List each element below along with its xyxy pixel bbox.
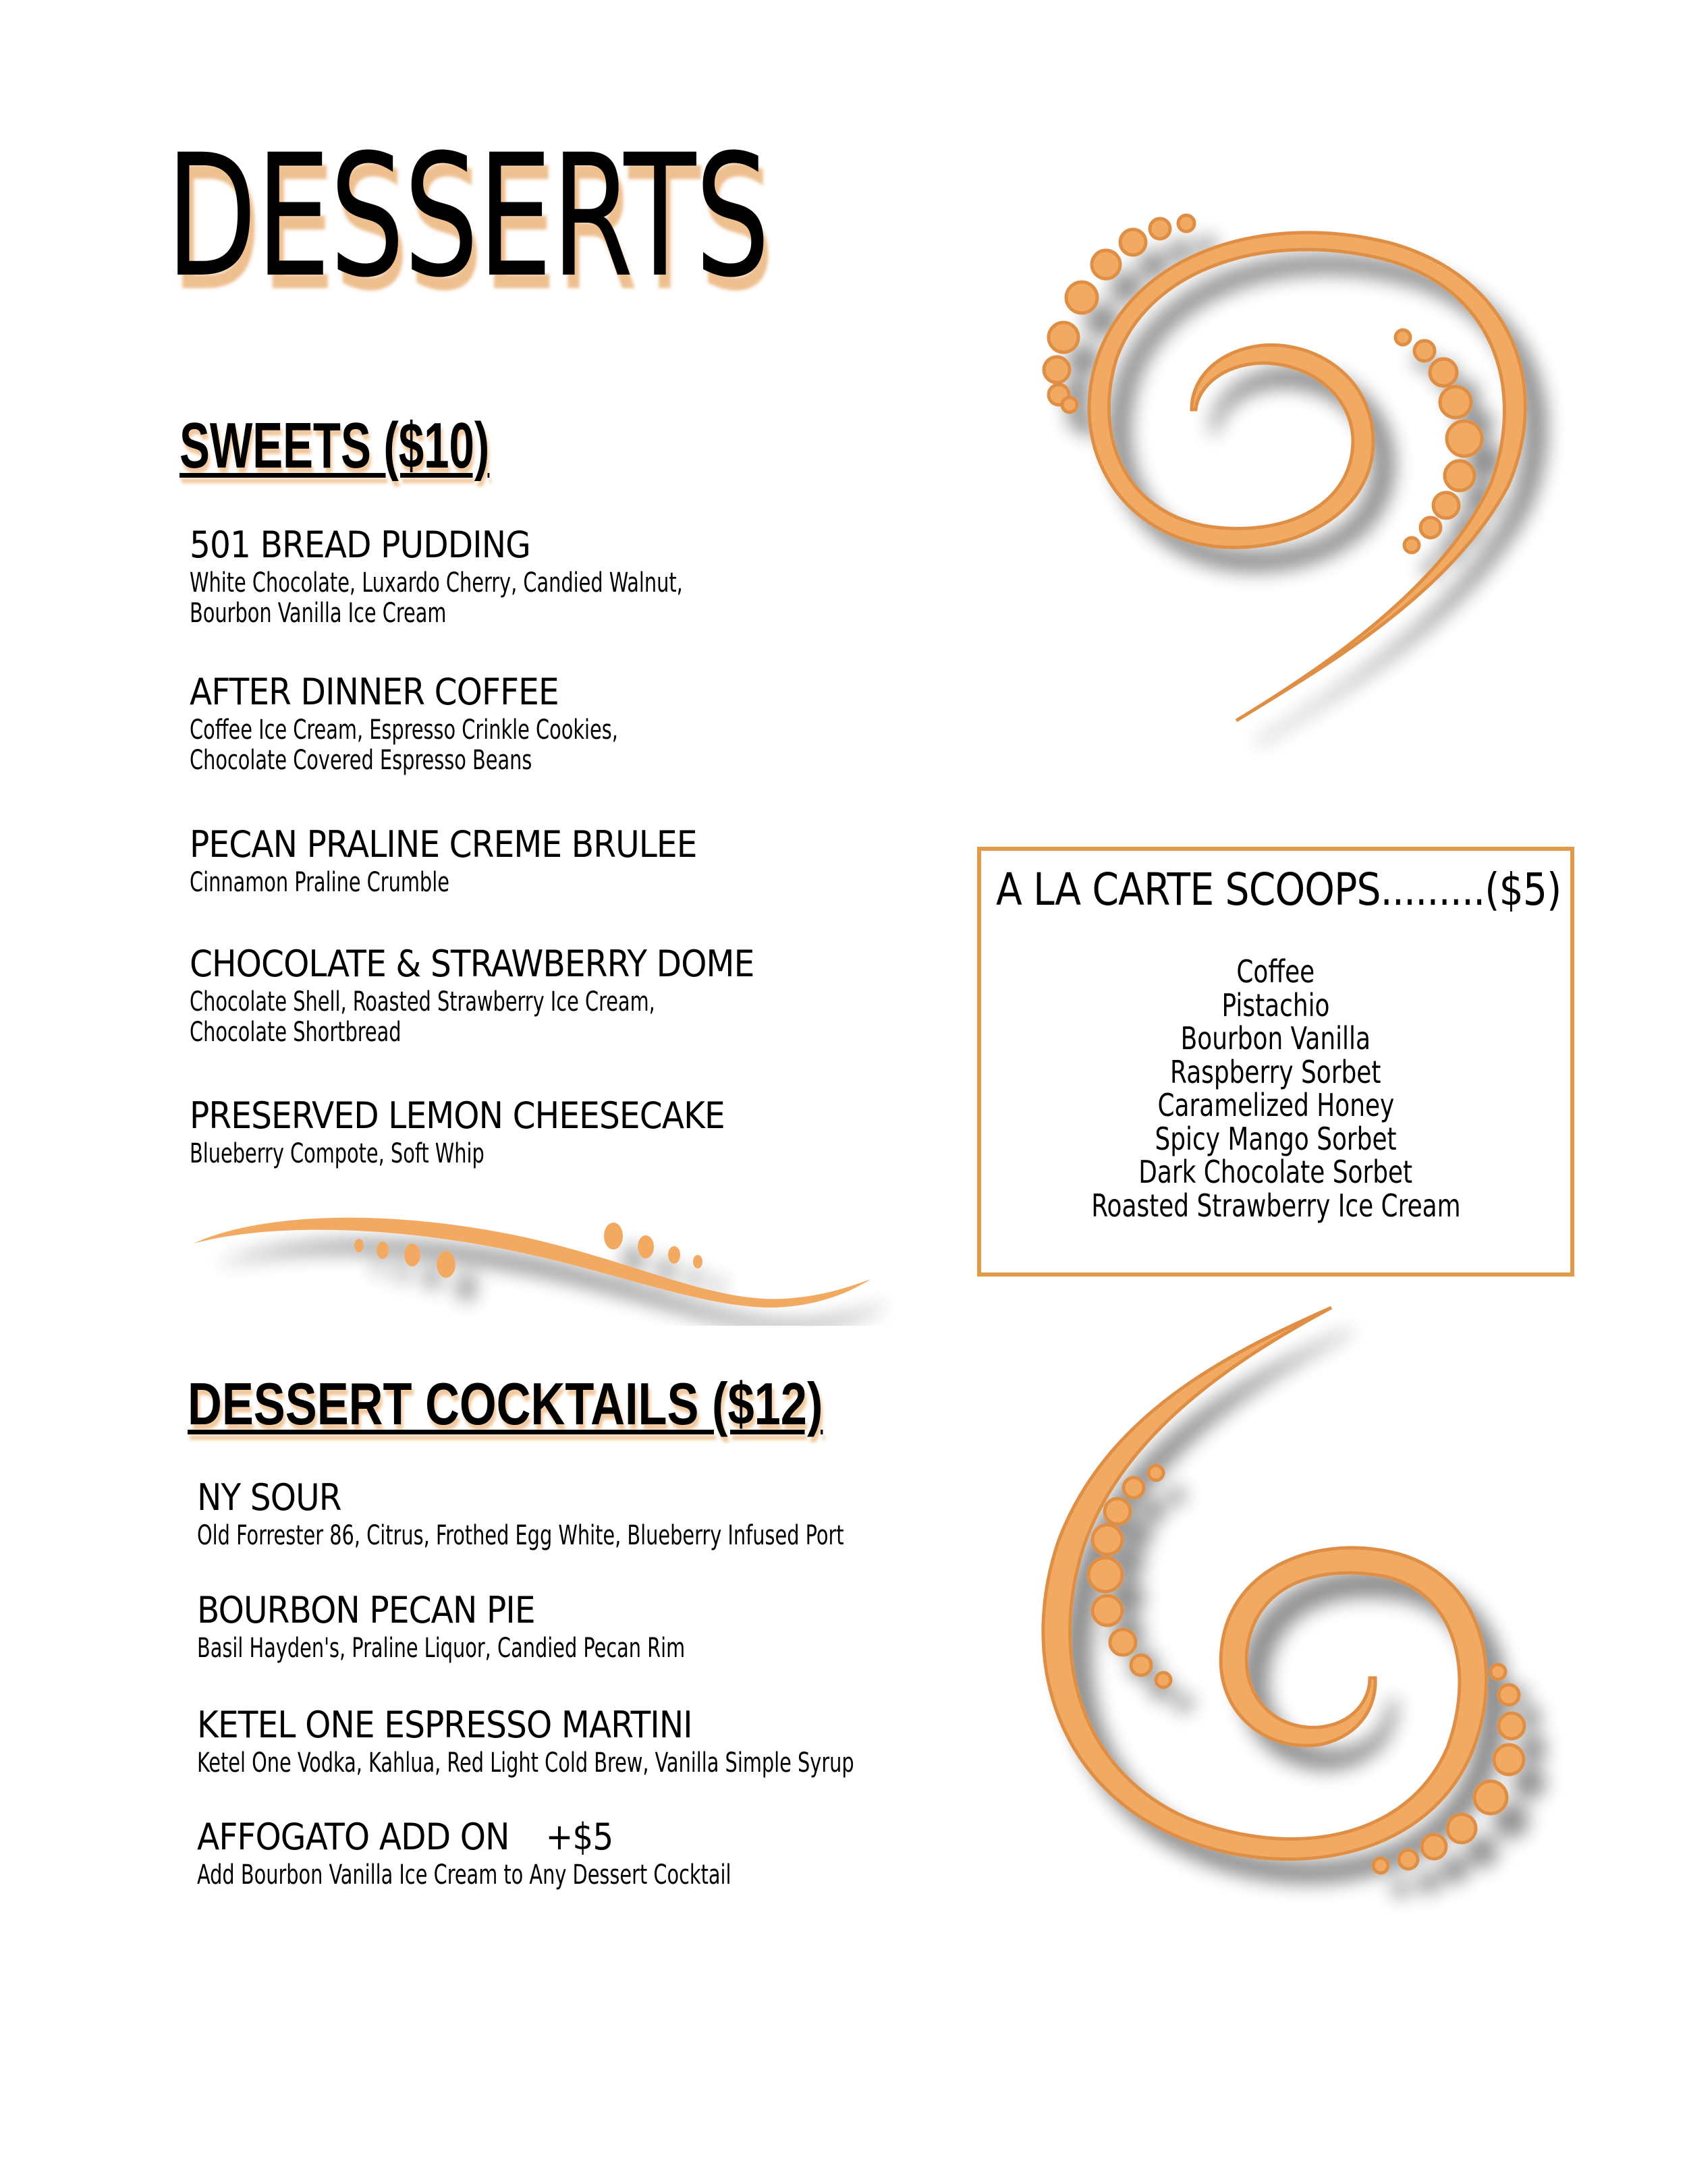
menu-item-after-dinner-coffee bbox=[190, 672, 725, 776]
price-tag: +$5 bbox=[545, 1816, 613, 1858]
item-name-label: AFFOGATO ADD ON bbox=[197, 1816, 509, 1858]
item-desc: Blueberry Compote, Soft Whip bbox=[190, 1138, 485, 1169]
page-title: DESSERTS bbox=[166, 118, 769, 314]
bottom-swirl-icon bbox=[1043, 1308, 1524, 1873]
item-desc: Add Bourbon Vanilla Ice Cream to Any Dessert Cocktail bbox=[197, 1859, 731, 1891]
a-la-carte-scoops-box bbox=[977, 847, 1574, 1277]
item-name: PECAN PRALINE CREME BRULEE bbox=[190, 823, 697, 866]
item-desc: Cinnamon Praline Crumble bbox=[190, 867, 449, 898]
menu-item-affogato-add-on bbox=[197, 1817, 864, 1891]
flavor-label: Pistachio bbox=[1221, 986, 1330, 1024]
item-name: CHOCOLATE & STRAWBERRY DOME bbox=[190, 943, 754, 985]
menu-item-creme-brulee bbox=[190, 824, 753, 898]
scoops-flavor-list bbox=[981, 955, 1570, 1223]
menu-item-ny-sour bbox=[197, 1478, 1005, 1551]
item-desc: Basil Hayden's, Praline Liquor, Candied Pecan Rim bbox=[197, 1633, 686, 1664]
flavor-label: Raspberry Sorbet bbox=[1170, 1053, 1381, 1090]
flavor-item bbox=[981, 955, 1570, 989]
flavor-item bbox=[981, 1089, 1570, 1123]
flavor-item bbox=[981, 1022, 1570, 1056]
item-name: PRESERVED LEMON CHEESECAKE bbox=[190, 1094, 725, 1137]
divider-flourish-icon bbox=[194, 1218, 870, 1308]
flavor-item bbox=[981, 1156, 1570, 1189]
cocktails-heading: DESSERT COCKTAILS ($12) bbox=[188, 1370, 823, 1437]
menu-item-lemon-cheesecake bbox=[190, 1096, 784, 1169]
flavor-label: Spicy Mango Sorbet bbox=[1155, 1120, 1397, 1157]
flavor-label: Dark Chocolate Sorbet bbox=[1138, 1154, 1413, 1190]
item-name: NY SOUR bbox=[197, 1476, 341, 1519]
flavor-label: Coffee bbox=[1236, 953, 1315, 990]
item-name: BOURBON PECAN PIE bbox=[197, 1589, 535, 1631]
menu-item-bourbon-pecan-pie bbox=[197, 1590, 807, 1664]
item-desc: White Chocolate, Luxardo Cherry, Candied Walnut, bbox=[190, 567, 683, 598]
item-desc: Chocolate Shortbread bbox=[190, 1017, 402, 1048]
menu-item-bread-pudding bbox=[190, 525, 806, 629]
flavor-label: Caramelized Honey bbox=[1157, 1087, 1394, 1123]
item-desc: Ketel One Vodka, Kahlua, Red Light Cold Brew, Vanilla Simple Syrup bbox=[197, 1747, 854, 1779]
item-desc: Chocolate Shell, Roasted Strawberry Ice Cream, bbox=[190, 986, 655, 1017]
flavor-label: Bourbon Vanilla bbox=[1180, 1020, 1371, 1057]
flavor-item bbox=[981, 1120, 1570, 1157]
flavor-item bbox=[981, 1189, 1570, 1223]
flavor-label: Roasted Strawberry Ice Cream bbox=[1090, 1187, 1461, 1224]
menu-item-espresso-martini bbox=[197, 1705, 1018, 1779]
flavor-item bbox=[981, 1053, 1570, 1090]
item-name: AFTER DINNER COFFEE bbox=[190, 671, 559, 713]
flavor-item bbox=[981, 986, 1570, 1024]
item-desc: Coffee Ice Cream, Espresso Crinkle Cookies, bbox=[190, 715, 618, 746]
scoops-title: A LA CARTE SCOOPS.........($5) bbox=[996, 864, 1561, 916]
item-name: KETEL ONE ESPRESSO MARTINI bbox=[197, 1704, 692, 1746]
item-name: 501 BREAD PUDDING bbox=[190, 524, 530, 566]
sweets-heading: SWEETS ($10) bbox=[179, 410, 490, 482]
item-desc: Chocolate Covered Espresso Beans bbox=[190, 745, 532, 776]
item-name bbox=[197, 1817, 798, 1857]
top-swirl-icon bbox=[1044, 215, 1525, 721]
menu-item-chocolate-strawberry-dome bbox=[190, 944, 817, 1048]
item-desc: Old Forrester 86, Citrus, Frothed Egg White, Blueberry Infused Port bbox=[197, 1520, 844, 1551]
item-desc: Bourbon Vanilla Ice Cream bbox=[190, 598, 447, 629]
